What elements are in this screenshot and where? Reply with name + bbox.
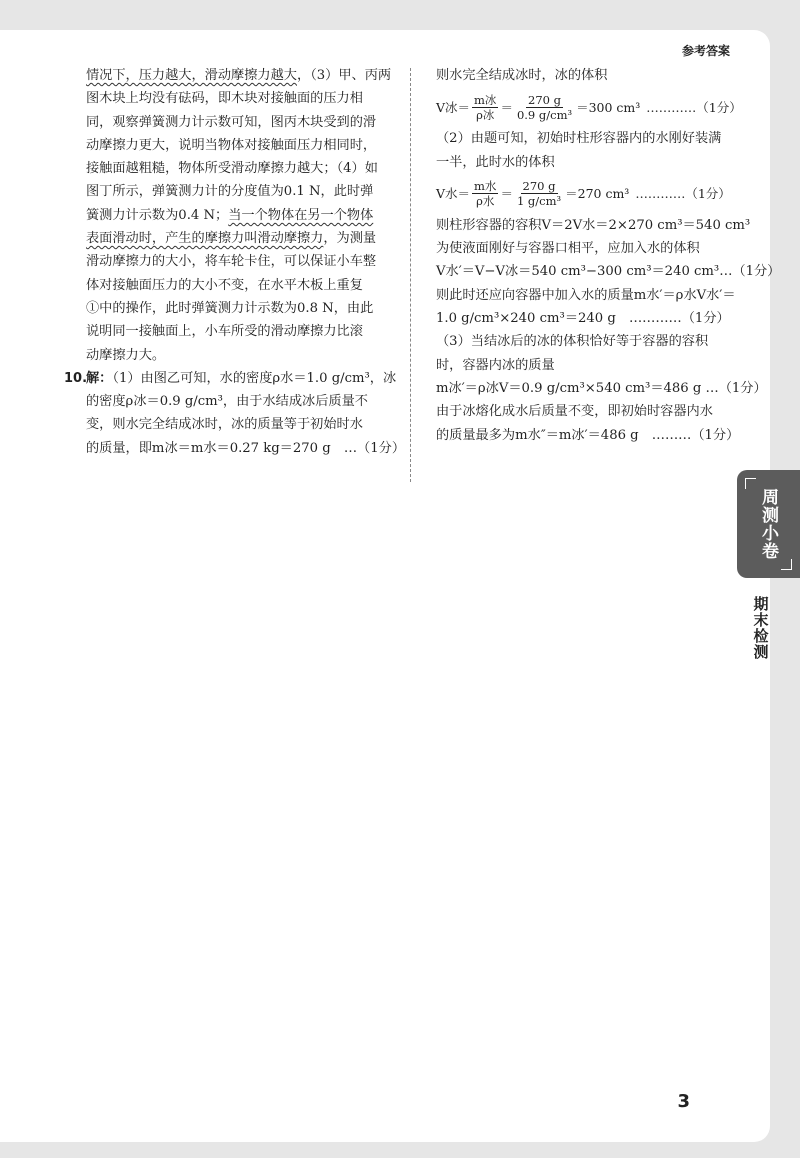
tab-final-exam[interactable] xyxy=(741,588,781,668)
fraction: $\frac{270 g}{\text{1 g/cm³}}$ xyxy=(516,179,562,209)
text-line: 的质量，即m冰＝m水＝0.27 kg＝270 g …（1分） xyxy=(86,440,406,456)
fraction: $\frac{\text{m水}}{\text{ρ水}}$ xyxy=(474,179,497,209)
text-line: 体对接触面压力的大小不变，在水平木板上重复 xyxy=(86,277,363,293)
text-line: 时，容器内冰的质量 xyxy=(436,357,555,373)
page-number: 3 xyxy=(677,1091,690,1112)
text-line: （2）由题可知，初始时柱形容器内的水刚好装满 xyxy=(436,131,722,147)
text-line: 由于冰熔化成水后质量不变，即初始时容器内水 xyxy=(436,404,713,420)
text-line: 情况下，压力越大，滑动摩擦力越大，（3）甲、丙两 xyxy=(86,68,392,83)
score: …………（1分） xyxy=(646,99,742,115)
text-line: 则此时还应向容器中加入水的质量m水′＝ρ水V水′＝ xyxy=(436,287,736,303)
tab-label: 期末检测 xyxy=(751,596,770,660)
corner-bracket xyxy=(745,478,756,489)
tab-weekly-quiz[interactable] xyxy=(737,470,800,578)
key-point: 当一个物体在另一个物体 xyxy=(228,207,374,223)
text-line: 图木块上均没有砝码，即木块对接触面的压力相 xyxy=(86,91,363,107)
fraction: $\frac{270 g}{\text{0.9 g/cm³}}$ xyxy=(516,92,573,122)
text-line: 动摩擦力大。 xyxy=(86,347,166,363)
text-line: 接触面越粗糙，物体所受滑动摩擦力越大；（4）如 xyxy=(86,161,378,177)
text-line: 一半，此时水的体积 xyxy=(436,154,555,170)
answer-label: 解： xyxy=(86,370,113,386)
text-line: 滑动摩擦力的大小，将车轮卡住，可以保证小车整 xyxy=(86,254,377,270)
column-divider xyxy=(410,68,411,482)
text-line: 说明同一接触面上，小车所受的滑动摩擦力比滚 xyxy=(86,324,363,340)
text-line: 变，则水完全结成冰时，冰的质量等于初始时水 xyxy=(86,417,363,433)
score: …………（1分） xyxy=(635,186,731,202)
key-point: 情况下，压力越大，滑动摩擦力越大 xyxy=(86,68,297,83)
text-line: 动摩擦力更大，说明当物体对接触面压力相同时， xyxy=(86,137,377,153)
key-point: 表面滑动时，产生的摩擦力叫滑动摩擦力 xyxy=(86,231,324,247)
header-title: 参考答案 xyxy=(681,44,730,58)
text-line: ①中的操作，此时弹簧测力计示数为0.8 N，由此 xyxy=(86,300,374,316)
text-line: m冰′＝ρ冰V＝0.9 g/cm³×540 cm³＝486 g …（1分） xyxy=(436,380,767,396)
right-column xyxy=(436,64,781,447)
left-column xyxy=(64,64,406,460)
equation-ice-volume: V冰＝ $\frac{\text{m冰}}{\text{ρ冰}}$ ＝ $\frac{270 g}{\text{0.9 g/cm³}}$ ＝300 cm³ …………（1分） xyxy=(436,92,742,122)
text-line: 簧测力计示数为0.4 N；当一个物体在另一个物体 xyxy=(86,207,374,223)
text-line: 的密度ρ冰＝0.9 g/cm³，由于水结成冰后质量不 xyxy=(86,394,368,410)
text-line: 同，观察弹簧测力计示数可知，图丙木块受到的滑 xyxy=(86,114,377,130)
text-line: 表面滑动时，产生的摩擦力叫滑动摩擦力，为测量 xyxy=(86,231,377,247)
text-line: 图丁所示，弹簧测力计的分度值为0.1 N，此时弹 xyxy=(86,184,374,200)
equation-water-volume: V水＝ $\frac{\text{m水}}{\text{ρ水}}$ ＝ $\frac{270 g}{\text{1 g/cm³}}$ ＝270 cm³ …………（1分） xyxy=(436,179,731,209)
tab-label: 周测小卷 xyxy=(758,488,778,560)
page xyxy=(0,30,781,1142)
text-line: 则水完全结成冰时，冰的体积 xyxy=(436,68,608,83)
question-10 xyxy=(64,367,406,460)
text-line: V水′＝V−V冰＝540 cm³−300 cm³＝240 cm³…（1分） xyxy=(436,264,781,280)
fraction: $\frac{\text{m冰}}{\text{ρ冰}}$ xyxy=(474,92,497,122)
text-line: 则柱形容器的容积V＝2V水＝2×270 cm³＝540 cm³ xyxy=(436,217,751,233)
text-line: 为使液面刚好与容器口相平，应加入水的体积 xyxy=(436,241,700,257)
text-line: 1.0 g/cm³×240 cm³＝240 g …………（1分） xyxy=(436,311,730,327)
corner-bracket xyxy=(781,559,792,570)
question-number: 10. xyxy=(64,370,88,386)
text-line: 的质量最多为m水″＝m冰′＝486 g ………（1分） xyxy=(436,427,740,443)
text-line: 解：（1）由图乙可知，水的密度ρ水＝1.0 g/cm³，冰 xyxy=(86,370,397,386)
text-line: （3）当结冰后的冰的体积恰好等于容器的容积 xyxy=(436,334,709,350)
